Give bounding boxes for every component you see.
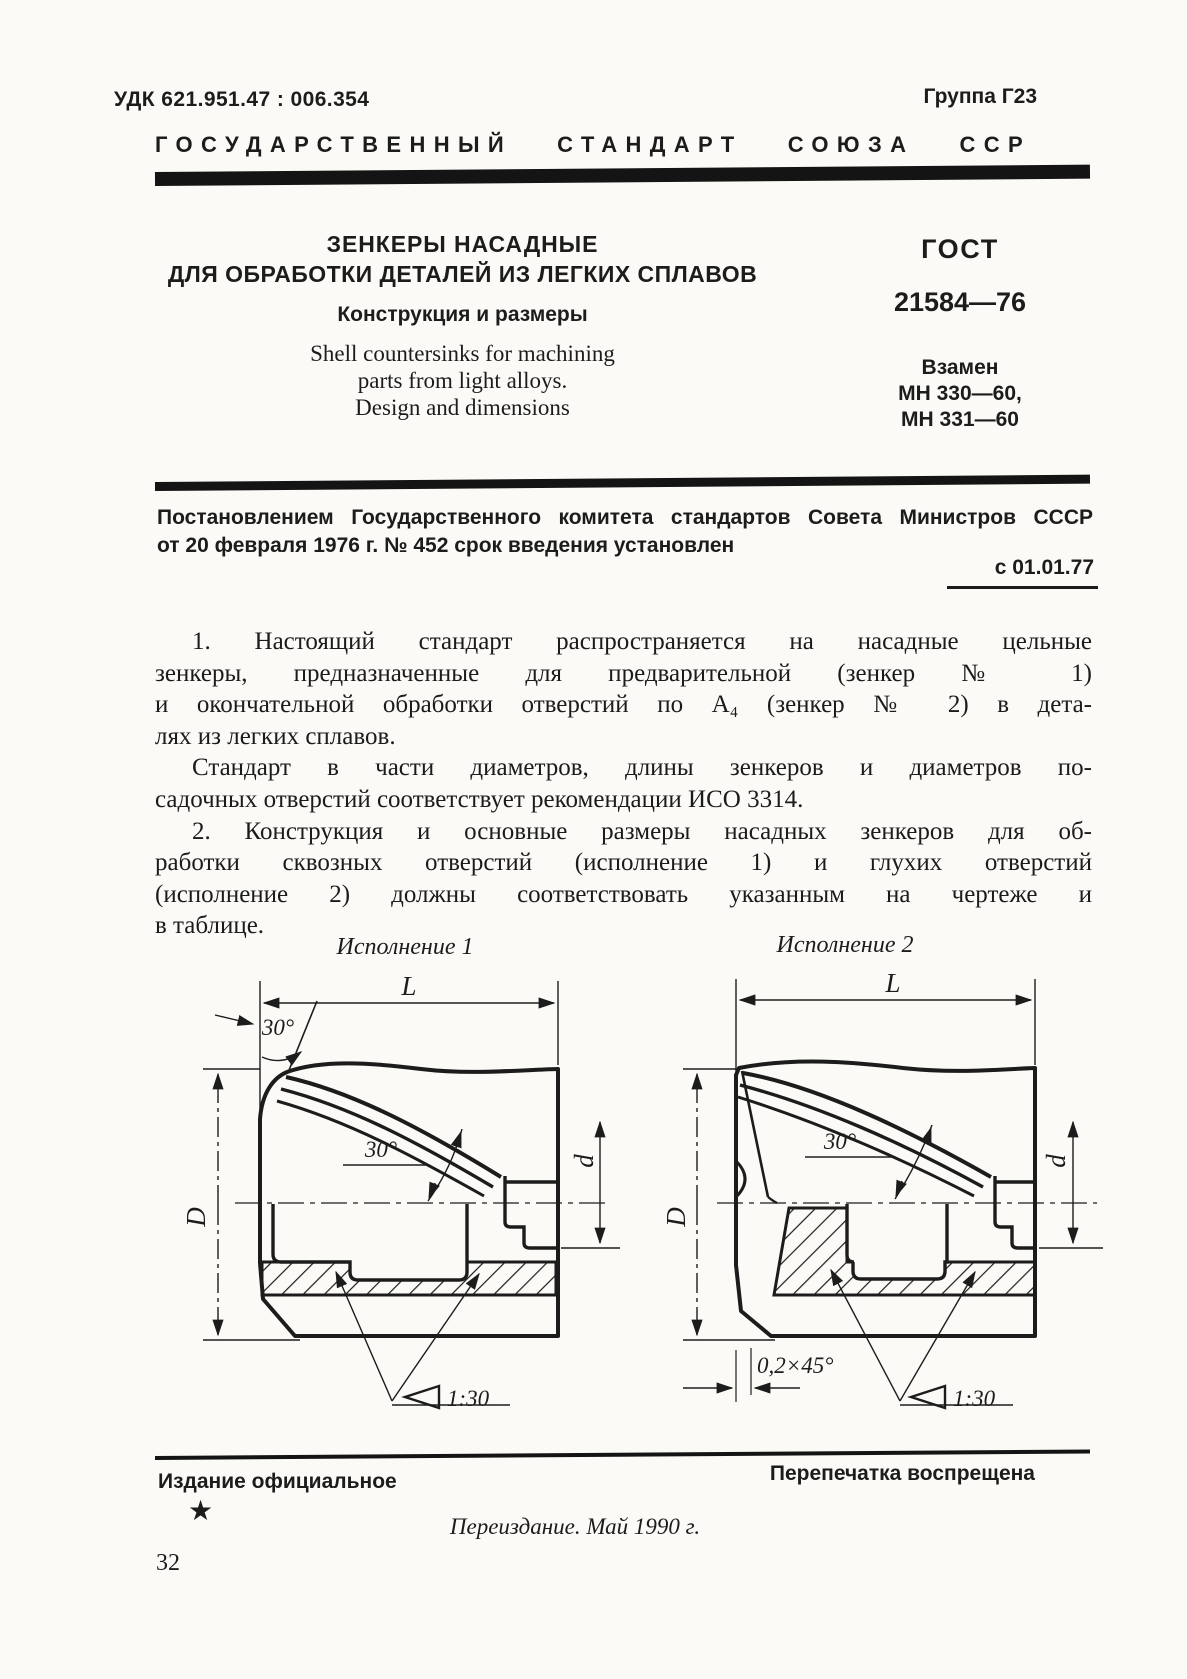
divider-bar-top xyxy=(155,165,1090,186)
dim-label-L: L xyxy=(401,971,417,1001)
replaces-standard-2: МН 331—60 xyxy=(901,408,1019,431)
title-en-line-3: Design and dimensions xyxy=(355,395,570,420)
dimension-d-line xyxy=(1039,1122,1103,1248)
angle-label-30-top: 30° xyxy=(261,1015,295,1040)
body-line: садочных отверстий соответствует рекомендации ИСО 3314. xyxy=(155,785,804,813)
title-english xyxy=(155,340,770,421)
reissue-note: Переиздание. Май 1990 г. xyxy=(449,1514,701,1539)
taper-label: 1:30 xyxy=(447,1386,490,1411)
body-line: и окончательной обработки отверстий по А₄ (зенкер № 2) в дета- xyxy=(155,691,1092,719)
taper-label: 1:30 xyxy=(953,1386,996,1411)
dim-label-L: L xyxy=(885,968,901,998)
technical-drawing-variant-1 xyxy=(165,965,635,1435)
official-edition-label: Издание официальное xyxy=(158,1470,397,1493)
group-code: Группа Г23 xyxy=(923,85,1037,108)
title-en-line-2: parts from light alloys. xyxy=(357,368,568,393)
title-line-1: ЗЕНКЕРЫ НАСАДНЫЕ xyxy=(326,231,599,257)
drive-pocket xyxy=(847,1204,947,1279)
decree-text xyxy=(157,504,1093,560)
dim-label-D: D xyxy=(661,1207,691,1227)
replaces-standard-1: МН 330—60, xyxy=(898,382,1022,405)
page-number: 32 xyxy=(156,1550,180,1576)
drawing1-linework xyxy=(203,981,620,1408)
state-standard-heading: ГОСУДАРСТВЕННЫЙ СТАНДАРТ СОЮЗА ССР xyxy=(155,132,1031,157)
body-line: Стандарт в части диаметров, длины зенкеров и диаметров по- xyxy=(192,754,1092,782)
angle-label-30-mid: 30° xyxy=(364,1137,398,1162)
chamfer-label: 0,2×45° xyxy=(757,1353,834,1378)
body-line: работки сквозных отверстий (исполнение 1) и глухих отверстий xyxy=(155,849,1092,877)
gost-number: 21584—76 xyxy=(893,287,1027,317)
dim-label-d: d xyxy=(569,1154,599,1168)
subtitle: Конструкция и размеры xyxy=(337,303,588,326)
drawing-caption-variant-2: Исполнение 2 xyxy=(776,932,914,958)
decree-line-1: Постановлением Государственного комитета стандартов Совета Министров СССР xyxy=(157,506,1093,529)
udk-classification: УДК 621.951.47 : 006.354 xyxy=(114,88,370,111)
body-text xyxy=(155,626,1092,942)
dim-label-d: d xyxy=(1041,1154,1071,1168)
reprint-prohibited-label: Перепечатка воспрещена xyxy=(769,1462,1035,1485)
divider-bar-middle xyxy=(155,475,1090,491)
dim-label-D: D xyxy=(181,1207,211,1227)
footer-rule xyxy=(155,1449,1090,1460)
drawing2-linework xyxy=(683,979,1103,1408)
angle-label-30-mid: 30° xyxy=(823,1129,857,1154)
gost-label: ГОСТ xyxy=(921,234,999,264)
decree-line-2: от 20 февраля 1976 г. № 452 срок введения установлен xyxy=(157,534,735,557)
drawing-caption-variant-1: Исполнение 1 xyxy=(336,934,474,960)
body-line: 2. Конструкция и основные размеры насадных зенкеров для об- xyxy=(192,817,1092,845)
body-line: (исполнение 2) должны соответствовать указанным на чертеже и xyxy=(155,880,1092,908)
replaces-label: Взамен xyxy=(921,356,999,379)
body-line: 1. Настоящий стандарт распространяется на насадные цельные xyxy=(192,628,1092,655)
effective-date: с 01.01.77 xyxy=(947,556,1098,589)
title-line-2: ДЛЯ ОБРАБОТКИ ДЕТАЛЕЙ ИЗ ЛЕГКИХ СПЛАВОВ xyxy=(167,261,758,287)
body-line: лях из легких сплавов. xyxy=(155,722,396,750)
title-en-line-1: Shell countersinks for machining xyxy=(310,341,615,366)
dimension-d-line xyxy=(561,1122,620,1248)
body-line: зенкеры, предназначенные для предварительной (зенкер № 1) xyxy=(155,659,1092,687)
body-line: в таблице. xyxy=(155,912,265,940)
technical-drawing-variant-2 xyxy=(655,965,1125,1435)
footnote-star-icon: ★ xyxy=(188,1495,214,1526)
